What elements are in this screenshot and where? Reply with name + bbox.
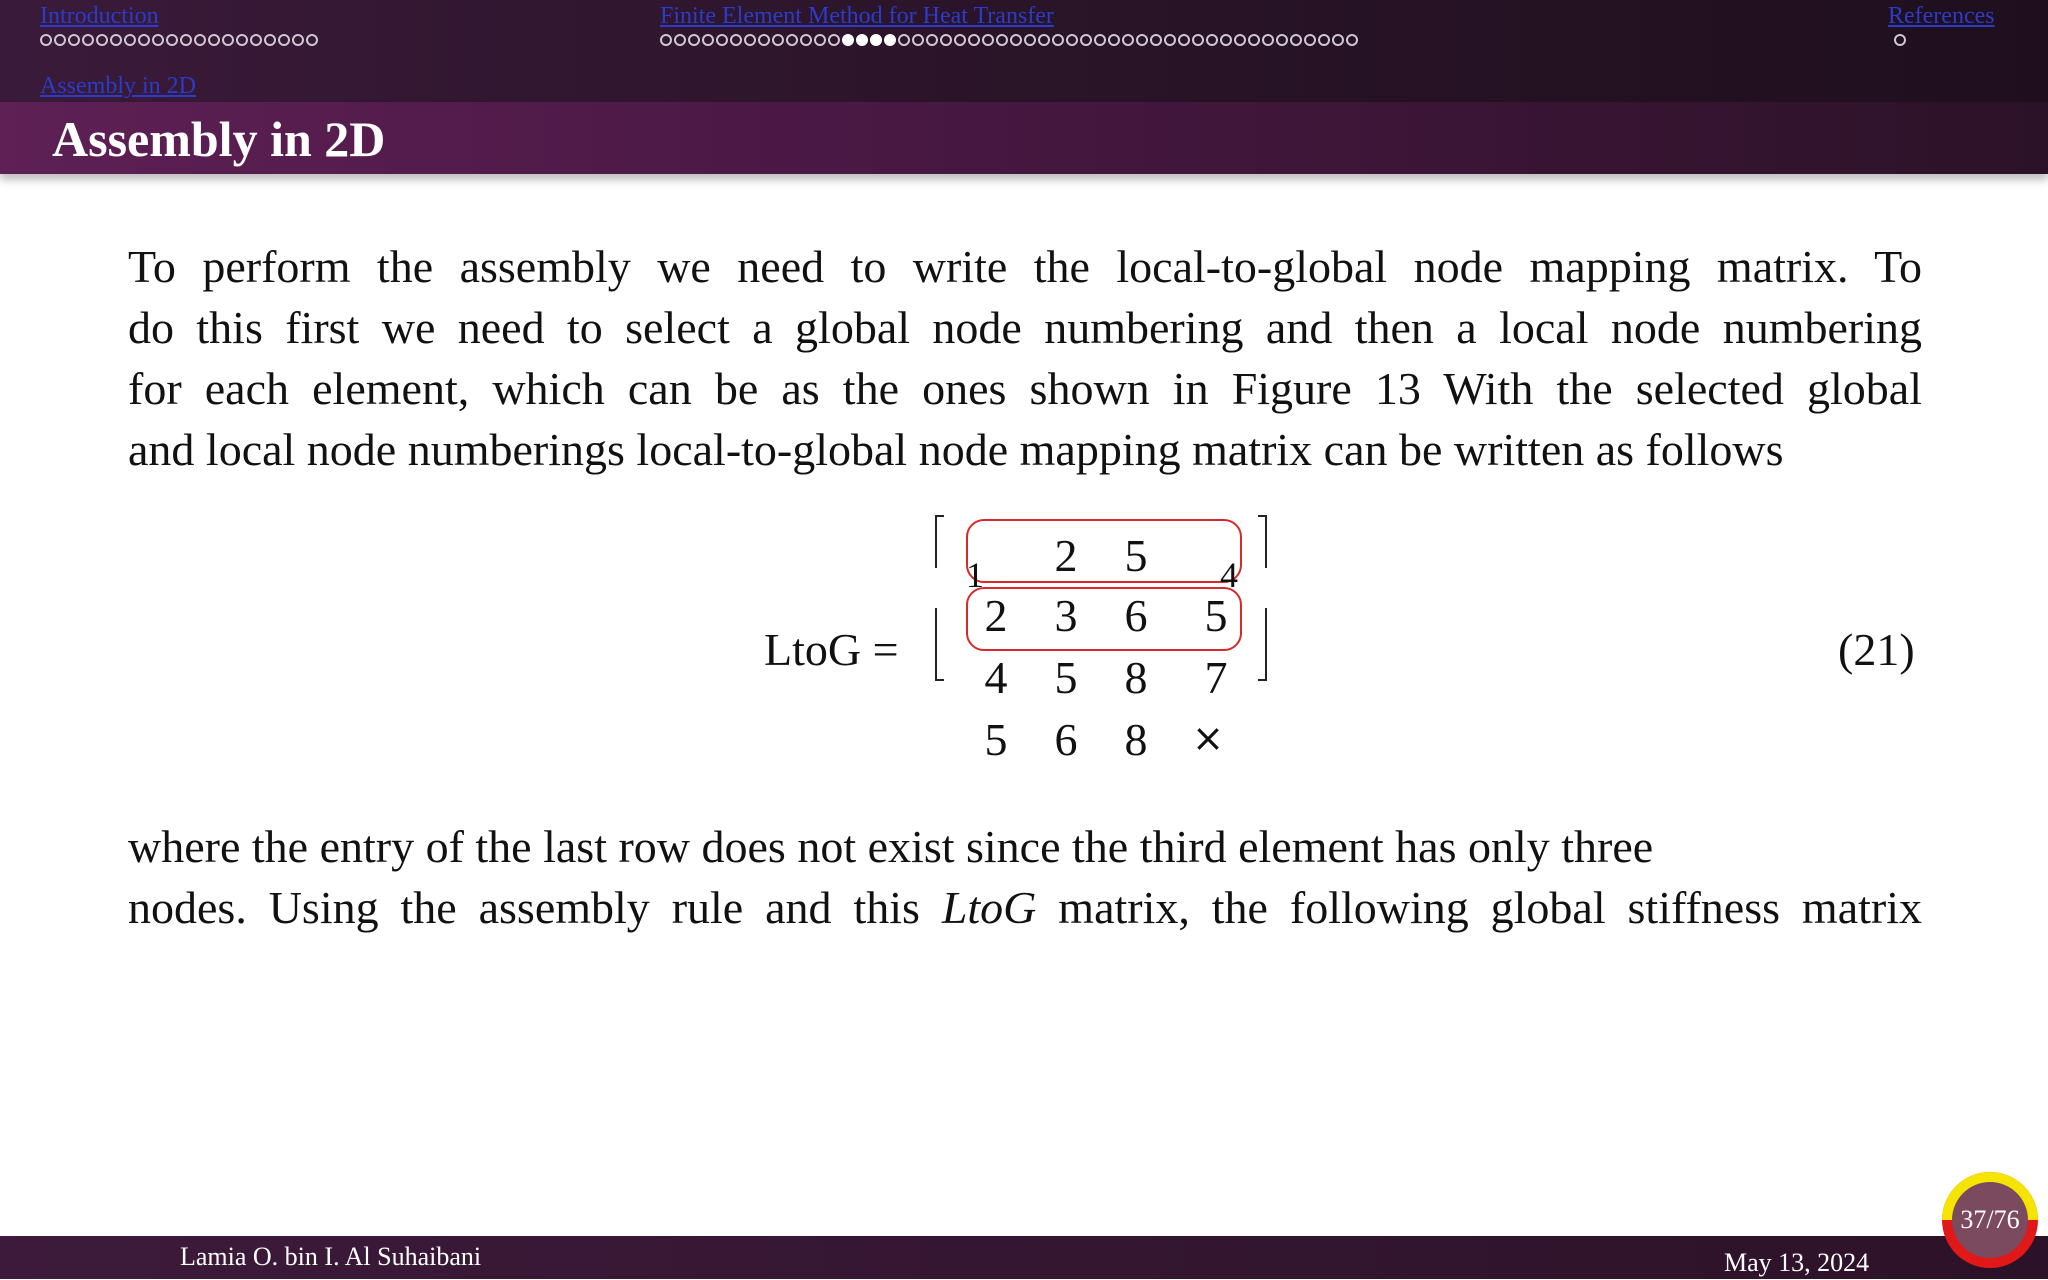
nav-dot[interactable] bbox=[250, 34, 262, 46]
paragraph-line: and local node numberings local-to-global node mapping matrix can be written as follows bbox=[128, 424, 1784, 475]
nav-link-fem-heat-transfer[interactable]: Finite Element Method for Heat Transfer bbox=[660, 3, 1054, 29]
nav-dot[interactable] bbox=[968, 34, 980, 46]
nav-dot[interactable] bbox=[674, 34, 686, 46]
footer-bar bbox=[0, 1236, 2048, 1279]
nav-dot[interactable] bbox=[1220, 34, 1232, 46]
nav-dot[interactable] bbox=[1894, 34, 1906, 46]
nav-dot[interactable] bbox=[772, 34, 784, 46]
nav-link-references[interactable]: References bbox=[1888, 3, 1995, 29]
nav-section-fem bbox=[660, 2, 1358, 46]
intro-paragraph bbox=[128, 236, 1922, 480]
nav-dot[interactable] bbox=[236, 34, 248, 46]
matrix-cell: 6 bbox=[1124, 590, 1148, 641]
frame-title-bar bbox=[0, 102, 2048, 174]
nav-dot[interactable] bbox=[124, 34, 136, 46]
nav-section-introduction bbox=[40, 2, 318, 46]
nav-dot[interactable] bbox=[1094, 34, 1106, 46]
nav-dot[interactable] bbox=[54, 34, 66, 46]
paragraph-line: do this first we need to select a global node numbering and then a local node numbering bbox=[128, 302, 1922, 353]
nav-dot[interactable] bbox=[1108, 34, 1120, 46]
nav-dot[interactable] bbox=[1178, 34, 1190, 46]
nav-dot[interactable] bbox=[702, 34, 714, 46]
nav-dot[interactable] bbox=[1318, 34, 1330, 46]
nav-dot[interactable] bbox=[870, 34, 882, 46]
matrix-cell: 1 bbox=[966, 555, 984, 595]
nav-link-introduction[interactable]: Introduction bbox=[40, 3, 159, 29]
nav-dot[interactable] bbox=[1276, 34, 1288, 46]
nav-dot[interactable] bbox=[996, 34, 1008, 46]
nav-dot[interactable] bbox=[828, 34, 840, 46]
nav-dot[interactable] bbox=[842, 34, 854, 46]
right-bracket bbox=[1252, 512, 1272, 692]
nav-dot[interactable] bbox=[800, 34, 812, 46]
nav-dot[interactable] bbox=[730, 34, 742, 46]
matrix-cell: 4 bbox=[1220, 555, 1238, 595]
nav-dot[interactable] bbox=[1052, 34, 1064, 46]
nav-dot[interactable] bbox=[138, 34, 150, 46]
nav-dot[interactable] bbox=[884, 34, 896, 46]
nav-section-references bbox=[1888, 2, 1995, 46]
nav-dot[interactable] bbox=[1332, 34, 1344, 46]
equation-number: (21) bbox=[1838, 624, 1915, 675]
nav-dot[interactable] bbox=[926, 34, 938, 46]
nav-dot[interactable] bbox=[660, 34, 672, 46]
nav-dot[interactable] bbox=[68, 34, 80, 46]
nav-dot[interactable] bbox=[1290, 34, 1302, 46]
nav-dot[interactable] bbox=[1122, 34, 1134, 46]
paragraph-line: for each element, which can be as the ones shown in Figure 13 With the selected global bbox=[128, 363, 1922, 414]
frame-title: Assembly in 2D bbox=[52, 111, 386, 167]
equation-lhs: LtoG = bbox=[764, 624, 899, 675]
nav-dot[interactable] bbox=[110, 34, 122, 46]
nav-dots-introduction bbox=[40, 34, 318, 46]
nav-dot[interactable] bbox=[222, 34, 234, 46]
matrix-cell: 4 bbox=[984, 652, 1008, 703]
nav-dot[interactable] bbox=[82, 34, 94, 46]
text-run: nodes. Using the assembly rule and this bbox=[128, 882, 942, 933]
nav-link-subsection[interactable]: Assembly in 2D bbox=[40, 73, 196, 99]
nav-dot[interactable] bbox=[1164, 34, 1176, 46]
nav-dot[interactable] bbox=[940, 34, 952, 46]
nav-dots-fem bbox=[660, 34, 1358, 46]
nav-dot[interactable] bbox=[208, 34, 220, 46]
nav-dot[interactable] bbox=[1080, 34, 1092, 46]
paragraph-line: where the entry of the last row does not exist since the third element has only three bbox=[128, 821, 1654, 872]
footer-author: Lamia O. bin I. Al Suhaibani bbox=[180, 1242, 482, 1271]
nav-dot[interactable] bbox=[1346, 34, 1358, 46]
nav-dot[interactable] bbox=[1206, 34, 1218, 46]
nav-dot[interactable] bbox=[856, 34, 868, 46]
matrix-cell: 6 bbox=[1054, 714, 1078, 765]
nav-dot[interactable] bbox=[1066, 34, 1078, 46]
nav-dot[interactable] bbox=[912, 34, 924, 46]
matrix-cell: 5 bbox=[1204, 590, 1228, 641]
nav-dot[interactable] bbox=[1024, 34, 1036, 46]
matrix-cell: 2 bbox=[984, 590, 1008, 641]
nav-dot[interactable] bbox=[1038, 34, 1050, 46]
nav-dot[interactable] bbox=[716, 34, 728, 46]
matrix-cell: 8 bbox=[1124, 652, 1148, 703]
matrix-cell-cross: × bbox=[1192, 716, 1224, 760]
paragraph-line: To perform the assembly we need to write the local-to-global node mapping matrix. To bbox=[128, 241, 1922, 292]
nav-dot[interactable] bbox=[1248, 34, 1260, 46]
matrix-cell: 7 bbox=[1204, 652, 1228, 703]
matrix-cell: 3 bbox=[1054, 590, 1078, 641]
nav-dot[interactable] bbox=[180, 34, 192, 46]
nav-dot[interactable] bbox=[292, 34, 304, 46]
nav-dot[interactable] bbox=[264, 34, 276, 46]
footer-date: May 13, 2024 bbox=[1724, 1248, 1870, 1277]
text-run: matrix, the following global stiffness matrix bbox=[1036, 882, 1922, 933]
nav-dot[interactable] bbox=[744, 34, 756, 46]
ltog-italic: LtoG bbox=[941, 882, 1037, 933]
nav-dot[interactable] bbox=[1136, 34, 1148, 46]
nav-dot[interactable] bbox=[814, 34, 826, 46]
left-bracket bbox=[930, 512, 950, 692]
nav-dot[interactable] bbox=[278, 34, 290, 46]
nav-dot[interactable] bbox=[1304, 34, 1316, 46]
paragraph-line bbox=[128, 877, 1922, 938]
explanation-paragraph bbox=[128, 816, 1922, 938]
nav-dot[interactable] bbox=[898, 34, 910, 46]
nav-dot[interactable] bbox=[166, 34, 178, 46]
nav-dot[interactable] bbox=[688, 34, 700, 46]
nav-dot[interactable] bbox=[786, 34, 798, 46]
nav-dot[interactable] bbox=[982, 34, 994, 46]
nav-dot[interactable] bbox=[1010, 34, 1022, 46]
page-number[interactable]: 37/76 bbox=[1960, 1205, 2020, 1234]
nav-dots-references bbox=[1894, 34, 1995, 46]
nav-dot[interactable] bbox=[954, 34, 966, 46]
nav-dot[interactable] bbox=[758, 34, 770, 46]
nav-dot[interactable] bbox=[1234, 34, 1246, 46]
nav-dot[interactable] bbox=[152, 34, 164, 46]
nav-dot[interactable] bbox=[306, 34, 318, 46]
matrix-cell: 5 bbox=[1124, 530, 1148, 581]
nav-dot[interactable] bbox=[96, 34, 108, 46]
navigation-bar bbox=[0, 0, 2048, 102]
nav-dot[interactable] bbox=[40, 34, 52, 46]
matrix-cell: 5 bbox=[1054, 652, 1078, 703]
matrix-cell: 2 bbox=[1054, 530, 1078, 581]
nav-dot[interactable] bbox=[194, 34, 206, 46]
matrix-cell: 8 bbox=[1124, 714, 1148, 765]
nav-dot[interactable] bbox=[1262, 34, 1274, 46]
nav-dot[interactable] bbox=[1192, 34, 1204, 46]
matrix-cell: 5 bbox=[984, 714, 1008, 765]
nav-dot[interactable] bbox=[1150, 34, 1162, 46]
highlight-row-1 bbox=[966, 519, 1242, 583]
